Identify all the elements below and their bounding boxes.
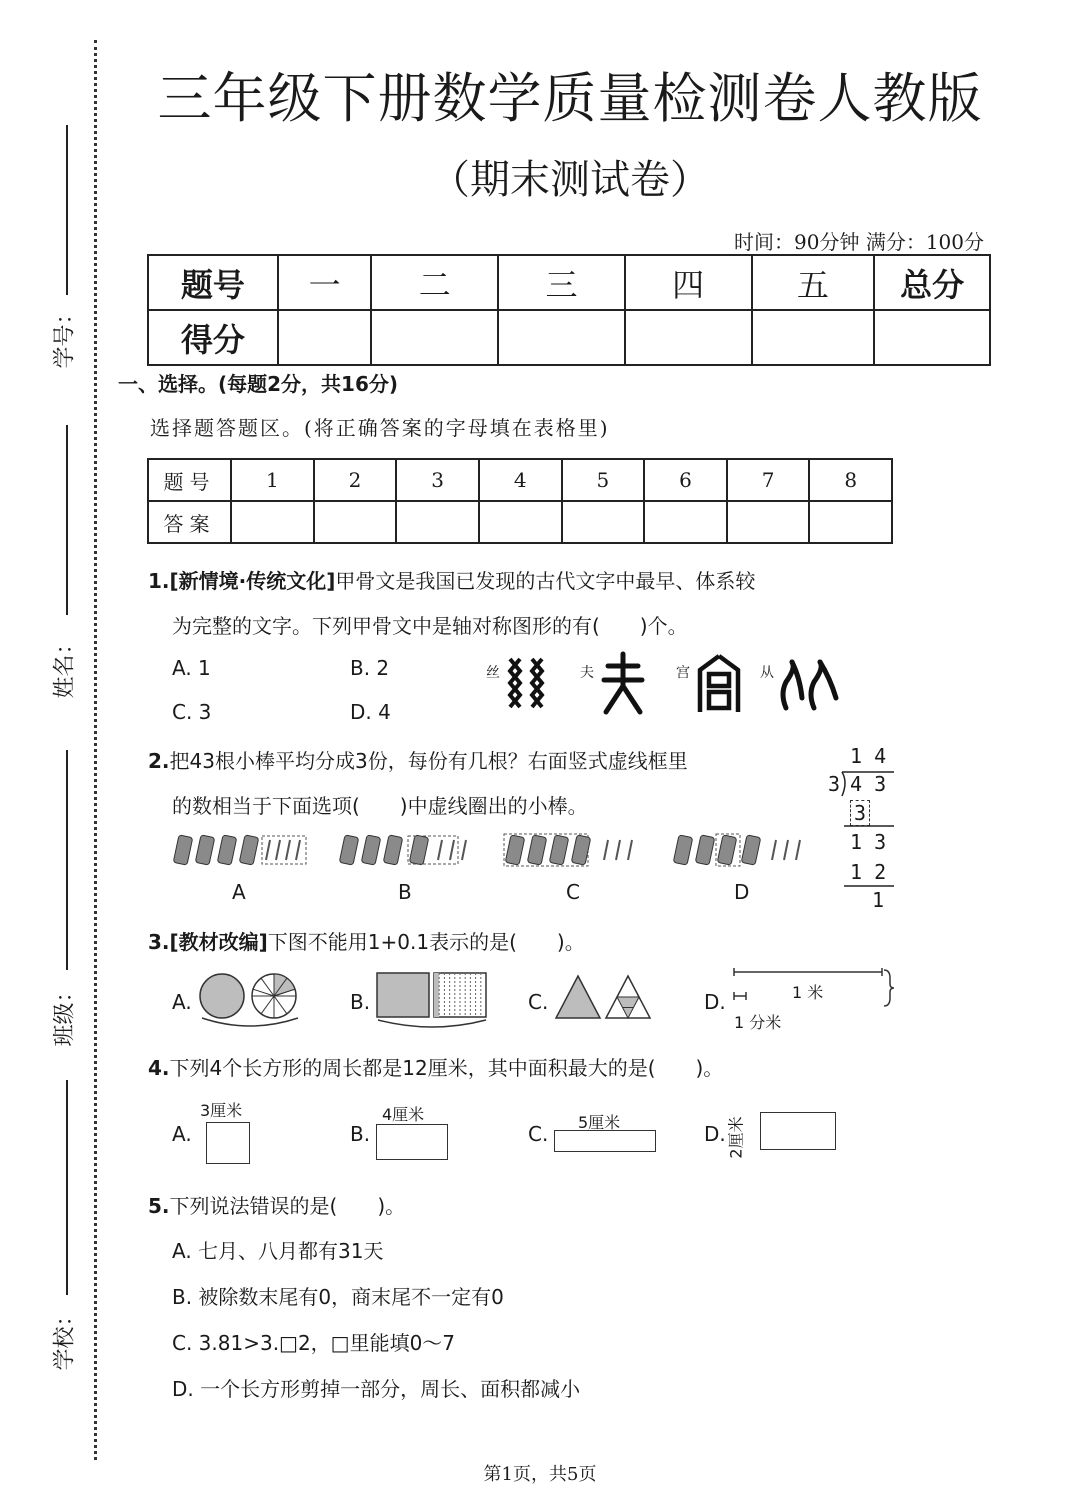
question-number: 3.: [148, 930, 170, 954]
q5-option-c[interactable]: C. 3.81>3.□2，□里能填0～7: [172, 1331, 456, 1355]
binding-dotted-line: [94, 40, 97, 1460]
q3-option-c[interactable]: C.: [528, 990, 549, 1014]
question-tag: [教材改编]: [169, 930, 268, 954]
score-table-score-row: [148, 310, 990, 365]
answer-table-number: 6: [644, 459, 727, 501]
q4-a-label: 3厘米: [200, 1101, 243, 1120]
q3-option-b[interactable]: B.: [350, 990, 371, 1014]
student-id-label: 学号：: [52, 302, 78, 369]
question-5: [148, 1190, 405, 1219]
q4-c-label: 5厘米: [578, 1113, 621, 1132]
division-quotient: 1 4: [850, 744, 887, 768]
q1-option-a[interactable]: A. 1: [172, 656, 211, 680]
answer-input-cell[interactable]: [809, 501, 892, 543]
division-lines: [828, 742, 898, 912]
long-division: [828, 742, 898, 912]
oracle-glyph-si-icon: [506, 655, 546, 715]
oracle-glyph-cong-icon: [778, 658, 842, 714]
question-text: 下图不能用1+0.1表示的是( )。: [267, 930, 585, 954]
question-number: 5.: [148, 1194, 170, 1218]
answer-table-number: 4: [479, 459, 562, 501]
answer-table-number: 2: [314, 459, 397, 501]
q4-a-rectangle: [206, 1122, 250, 1164]
score-input-cell[interactable]: [371, 310, 498, 365]
q3-option-d[interactable]: D.: [704, 990, 726, 1014]
question-4: [148, 1052, 723, 1081]
q4-d-rectangle: [760, 1112, 836, 1150]
question-1-line-2: 为完整的文字。下列甲骨文中是轴对称图形的有( )个。: [172, 614, 688, 638]
q4-d-label: 2厘米: [726, 1116, 746, 1159]
glyph-label-fu: 夫: [580, 665, 594, 681]
page-subtitle: （期末测试卷）: [430, 157, 710, 203]
q3-d-label-1m: 1 米: [792, 983, 824, 1002]
score-input-cell[interactable]: [278, 310, 372, 365]
question-tag: [新情境·传统文化]: [169, 569, 336, 593]
oracle-glyph-fu-icon: [600, 652, 646, 716]
time-info: 时间：90分钟 满分：100分: [734, 230, 984, 254]
answer-input-cell[interactable]: [231, 501, 314, 543]
q3-c-triangles-icon: [554, 974, 654, 1024]
class-line: [66, 750, 68, 970]
q4-option-c[interactable]: C.: [528, 1122, 549, 1146]
score-header-cell: 总分: [874, 255, 990, 310]
question-number: 1.: [148, 569, 170, 593]
name-line: [66, 425, 68, 615]
q5-option-a[interactable]: A. 七月、八月都有31天: [172, 1239, 384, 1263]
score-input-cell[interactable]: [874, 310, 990, 365]
q1-option-b[interactable]: B. 2: [350, 656, 390, 680]
q1-option-d[interactable]: D. 4: [350, 700, 391, 724]
question-text: 下列4个长方形的周长都是12厘米，其中面积最大的是( )。: [169, 1056, 724, 1080]
q2-option-a[interactable]: A: [232, 880, 246, 904]
section-title: 一、选择。(每题2分，共16分): [118, 372, 399, 396]
answer-zone-label: 选择题答题区。(将正确答案的字母填在表格里): [150, 416, 610, 440]
division-remainder: 1: [872, 888, 885, 912]
answer-input-cell[interactable]: [562, 501, 645, 543]
answer-table: [147, 458, 893, 544]
question-2-line-1: [148, 745, 688, 774]
q4-c-rectangle: [554, 1130, 656, 1152]
sticks-option-c-icon: [504, 830, 644, 870]
question-text: 把43根小棒平均分成3份，每份有几根？右面竖式虚线框里: [169, 749, 688, 773]
answer-table-number-row: [148, 459, 892, 501]
q3-d-label-1dm: 1 分米: [734, 1013, 782, 1032]
answer-input-cell[interactable]: [644, 501, 727, 543]
score-input-cell[interactable]: [498, 310, 625, 365]
question-number: 4.: [148, 1056, 170, 1080]
q4-option-d[interactable]: D.: [704, 1122, 726, 1146]
q3-option-a[interactable]: A.: [172, 990, 192, 1014]
q3-a-circles-icon: [198, 972, 302, 1028]
answer-table-answer-row: [148, 501, 892, 543]
answer-input-cell[interactable]: [727, 501, 810, 543]
glyph-label-gong: 宫: [676, 665, 690, 681]
division-dividend: 4 3: [850, 772, 887, 796]
q2-option-d[interactable]: D: [734, 880, 750, 904]
sticks-option-d-icon: [672, 830, 812, 870]
score-table-header-row: [148, 255, 990, 310]
answer-input-cell[interactable]: [479, 501, 562, 543]
page-title: 三年级下册数学质量检测卷人教版: [157, 67, 983, 130]
q1-option-c[interactable]: C. 3: [172, 700, 212, 724]
q3-b-squares-icon: [376, 972, 490, 1028]
q4-b-rectangle: [376, 1124, 448, 1160]
division-step-3: 1 2: [850, 860, 887, 884]
answer-input-cell[interactable]: [396, 501, 479, 543]
question-number: 2.: [148, 749, 170, 773]
name-label: 姓名：: [52, 632, 78, 699]
answer-table-number: 7: [727, 459, 810, 501]
q5-option-d[interactable]: D. 一个长方形剪掉一部分，周长、面积都减小: [172, 1377, 581, 1401]
q2-option-b[interactable]: B: [398, 880, 412, 904]
page-footer: 第1页，共5页: [483, 1464, 597, 1485]
school-line: [66, 1080, 68, 1295]
question-2-line-2: 的数相当于下面选项( )中虚线圈出的小棒。: [172, 794, 588, 818]
answer-table-number: 1: [231, 459, 314, 501]
sticks-option-a-icon: [172, 830, 312, 870]
score-input-cell[interactable]: [625, 310, 752, 365]
answer-table-number: 8: [809, 459, 892, 501]
answer-input-cell[interactable]: [314, 501, 397, 543]
answer-table-number: 5: [562, 459, 645, 501]
glyph-label-cong: 从: [760, 665, 774, 681]
score-header-cell: 五: [752, 255, 875, 310]
score-table: [147, 254, 991, 366]
question-1-line-1: [148, 565, 755, 594]
student-id-line: [66, 125, 68, 295]
q4-option-a[interactable]: A.: [172, 1122, 192, 1146]
division-step-1: 3: [850, 800, 870, 826]
q4-option-b[interactable]: B.: [350, 1122, 371, 1146]
division-divisor: 3: [828, 772, 841, 796]
score-input-cell[interactable]: [752, 310, 875, 365]
oracle-glyph-gong-icon: [696, 654, 742, 714]
score-header-cell: 二: [371, 255, 498, 310]
class-label: 班级：: [52, 980, 78, 1047]
glyph-label-si: 丝: [486, 665, 500, 681]
sticks-option-b-icon: [338, 830, 478, 870]
score-header-cell: 四: [625, 255, 752, 310]
score-header-cell: 三: [498, 255, 625, 310]
question-text: 甲骨文是我国已发现的古代文字中最早、体系较: [335, 569, 756, 593]
q4-b-label: 4厘米: [382, 1105, 425, 1124]
answer-table-header-label: 题号: [148, 459, 231, 501]
score-header-cell: 题号: [148, 255, 278, 310]
q2-option-c[interactable]: C: [566, 880, 580, 904]
question-3: [148, 926, 585, 955]
score-row-label: 得分: [148, 310, 278, 365]
score-header-cell: 一: [278, 255, 372, 310]
answer-table-number: 3: [396, 459, 479, 501]
q5-option-b[interactable]: B. 被除数末尾有0，商末尾不一定有0: [172, 1285, 504, 1309]
answer-table-answer-label: 答案: [148, 501, 231, 543]
school-label: 学校：: [52, 1304, 78, 1371]
q3-d-segments-icon: [732, 968, 892, 1008]
question-text: 下列说法错误的是( )。: [169, 1194, 406, 1218]
division-step-2: 1 3: [850, 830, 887, 854]
